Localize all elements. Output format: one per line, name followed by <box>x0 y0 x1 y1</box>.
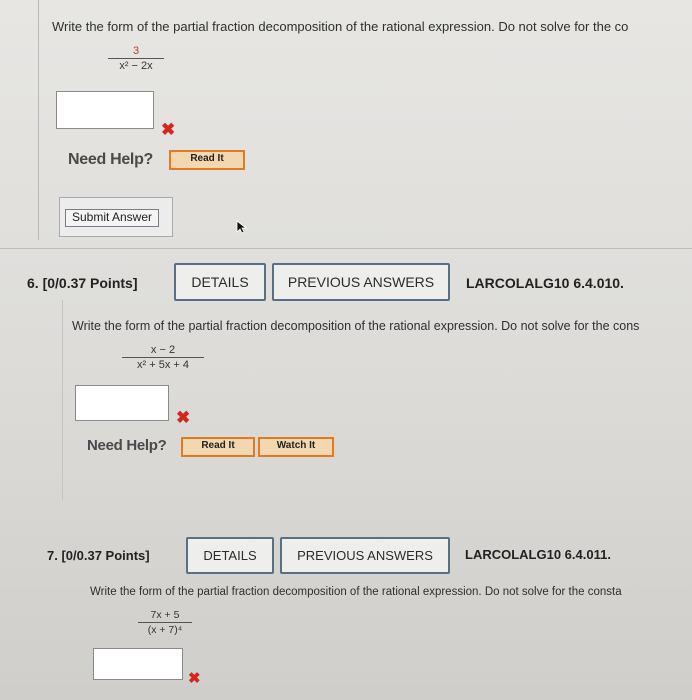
q6-problem-code: LARCOLALG10 6.4.010. <box>466 275 624 291</box>
q6-numerator: x − 2 <box>122 344 204 358</box>
q6-header: 6. [0/0.37 Points] <box>27 275 138 291</box>
q5-need-help-label: Need Help? <box>68 151 154 168</box>
x-mark-icon: ✖ <box>188 670 201 687</box>
q6-expression <box>122 344 204 371</box>
x-mark-icon: ✖ <box>176 408 191 427</box>
q5-expression <box>108 45 164 72</box>
q7-header: 7. [0/0.37 Points] <box>47 548 150 563</box>
q7-previous-answers-button[interactable]: PREVIOUS ANSWERS <box>280 537 450 574</box>
q5-denominator: x² − 2x <box>119 60 153 72</box>
q7-problem-code: LARCOLALG10 6.4.011. <box>465 547 611 562</box>
q7-denominator: (x + 7)⁴ <box>147 624 183 636</box>
q7-prompt: Write the form of the partial fraction decomposition of the rational expression. Do not solve for the consta <box>90 586 622 598</box>
section-divider <box>0 248 692 249</box>
q5-read-it-button[interactable]: Read It <box>169 150 245 170</box>
question-6-left-border <box>62 300 63 500</box>
q6-watch-it-button[interactable]: Watch It <box>258 437 334 457</box>
q6-denominator: x² + 5x + 4 <box>137 359 189 371</box>
q5-answer-input[interactable] <box>56 91 154 129</box>
q7-expression <box>138 609 192 636</box>
q7-numerator: 7x + 5 <box>138 609 192 623</box>
q6-need-help-label: Need Help? <box>87 437 167 454</box>
q6-details-button[interactable]: DETAILS <box>174 263 266 301</box>
mouse-cursor-icon <box>236 220 247 234</box>
q6-prompt: Write the form of the partial fraction decomposition of the rational expression. Do not solve for the cons <box>72 319 640 333</box>
q5-prompt: Write the form of the partial fraction decomposition of the rational expression. Do not solve for the co <box>52 19 629 34</box>
q7-details-button[interactable]: DETAILS <box>186 537 274 574</box>
x-mark-icon: ✖ <box>161 120 176 139</box>
question-5-left-border <box>38 0 39 240</box>
submit-answer-button[interactable]: Submit Answer <box>65 209 159 227</box>
q6-read-it-button[interactable]: Read It <box>181 437 255 457</box>
q7-answer-input[interactable] <box>93 648 183 680</box>
q5-numerator: 3 <box>108 45 164 59</box>
q6-previous-answers-button[interactable]: PREVIOUS ANSWERS <box>272 263 450 301</box>
q6-answer-input[interactable] <box>75 385 169 421</box>
